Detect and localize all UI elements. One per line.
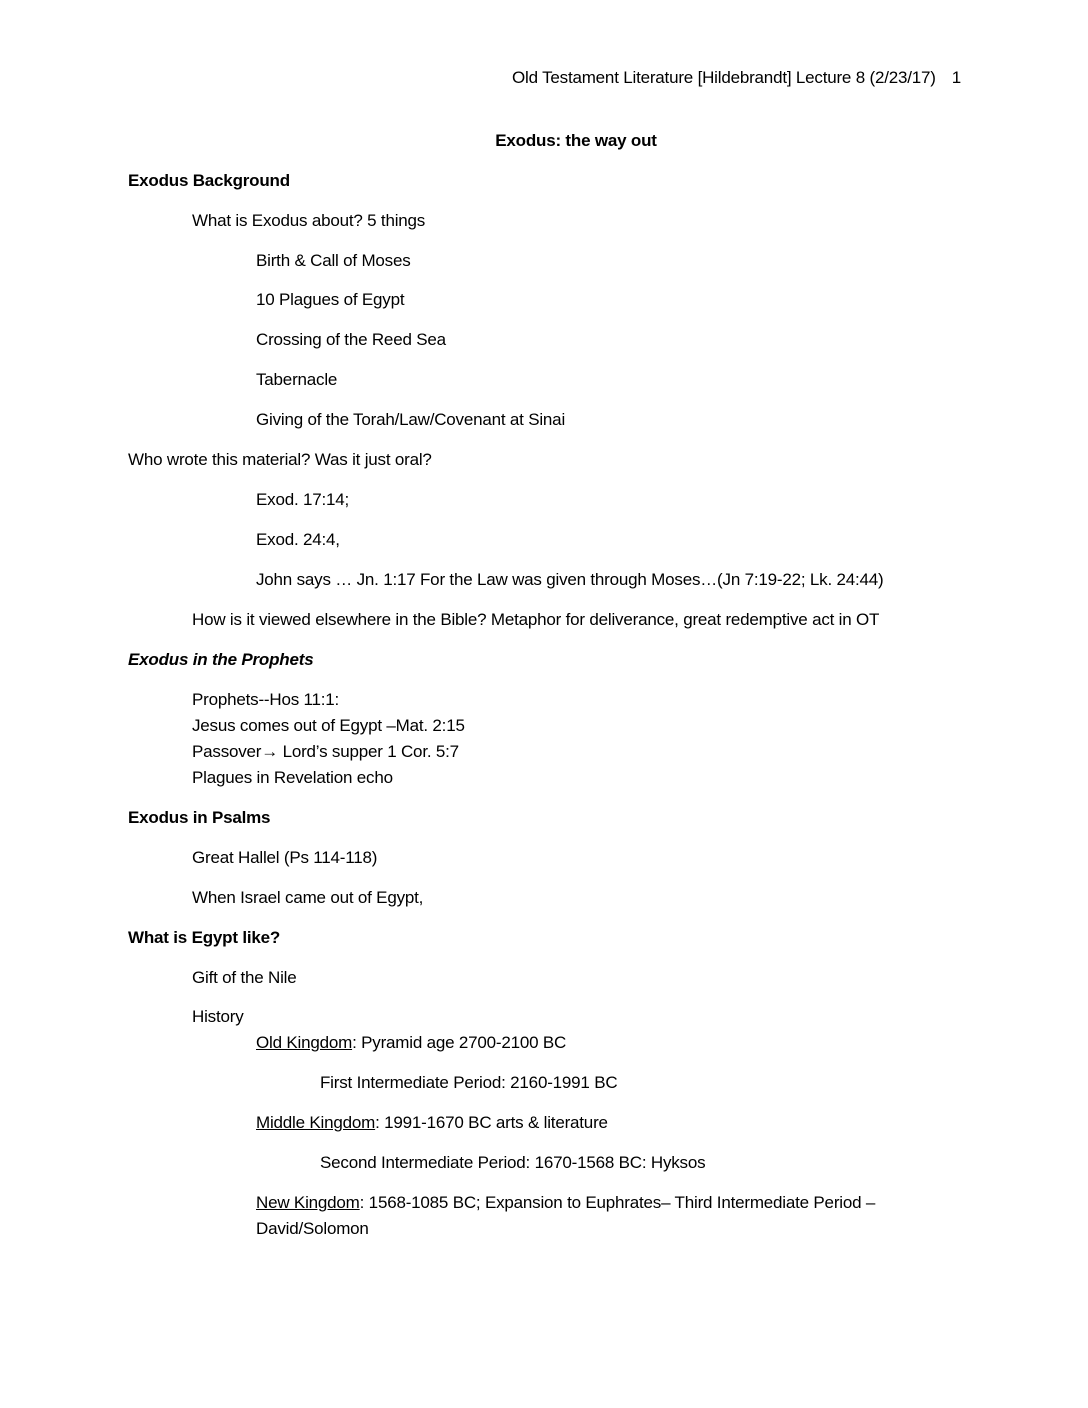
reference-item: Exod. 17:14;	[256, 490, 350, 509]
section-heading-background: Exodus Background	[128, 171, 290, 190]
psalms-item: When Israel came out of Egypt,	[192, 888, 424, 907]
running-title: Old Testament Literature [Hildebrandt] Lecture 8 (2/23/17)	[512, 68, 936, 87]
author-question: Who wrote this material? Was it just oral?	[128, 450, 432, 469]
background-question: What is Exodus about? 5 things	[192, 211, 426, 230]
thing-item: Giving of the Torah/Law/Covenant at Sinai	[256, 410, 566, 429]
prophets-item: Plagues in Revelation echo	[192, 768, 393, 787]
new-kingdom-text: : 1568-1085 BC; Expansion to Euphrates– Third Intermediate Period –	[359, 1193, 876, 1212]
thing-item: 10 Plagues of Egypt	[256, 290, 405, 309]
middle-kingdom-line	[256, 1113, 608, 1133]
document-title-text: Exodus: the way out	[495, 131, 657, 150]
egypt-history-label: History	[192, 1007, 244, 1026]
psalms-item: Great Hallel (Ps 114-118)	[192, 848, 378, 867]
document-title	[0, 131, 1088, 151]
section-heading-psalms: Exodus in Psalms	[128, 808, 271, 827]
old-kingdom-line	[256, 1033, 566, 1053]
thing-item: Crossing of the Reed Sea	[256, 330, 446, 349]
thing-item: Birth & Call of Moses	[256, 251, 411, 270]
middle-kingdom-text: : 1991-1670 BC arts & literature	[375, 1113, 608, 1132]
first-intermediate-line: First Intermediate Period: 2160-1991 BC	[320, 1073, 618, 1092]
section-heading-prophets: Exodus in the Prophets	[128, 650, 314, 669]
reference-item: Exod. 24:4,	[256, 530, 340, 549]
new-kingdom-line	[256, 1193, 875, 1213]
prophets-item: Passover→ Lord’s supper 1 Cor. 5:7	[192, 742, 459, 761]
middle-kingdom-label: Middle Kingdom	[256, 1113, 376, 1132]
old-kingdom-text: : Pyramid age 2700-2100 BC	[352, 1033, 567, 1052]
prophets-item: Prophets--Hos 11:1:	[192, 690, 340, 709]
thing-item: Tabernacle	[256, 370, 338, 389]
second-intermediate-line: Second Intermediate Period: 1670-1568 BC: Hyksos	[320, 1153, 706, 1172]
prophets-item: Jesus comes out of Egypt –Mat. 2:15	[192, 716, 465, 735]
section-heading-egypt: What is Egypt like?	[128, 928, 281, 947]
running-header	[512, 68, 961, 88]
egypt-gift: Gift of the Nile	[192, 968, 297, 987]
new-kingdom-label: New Kingdom	[256, 1193, 360, 1212]
old-kingdom-label: Old Kingdom	[256, 1033, 353, 1052]
new-kingdom-continuation: David/Solomon	[256, 1219, 369, 1238]
page-number: 1	[951, 68, 961, 87]
reference-item: John says … Jn. 1:17 For the Law was given through Moses…(Jn 7:19-22; Lk. 24:44)	[256, 570, 884, 589]
elsewhere-question: How is it viewed elsewhere in the Bible? Metaphor for deliverance, great redemptive act in OT	[192, 610, 880, 629]
